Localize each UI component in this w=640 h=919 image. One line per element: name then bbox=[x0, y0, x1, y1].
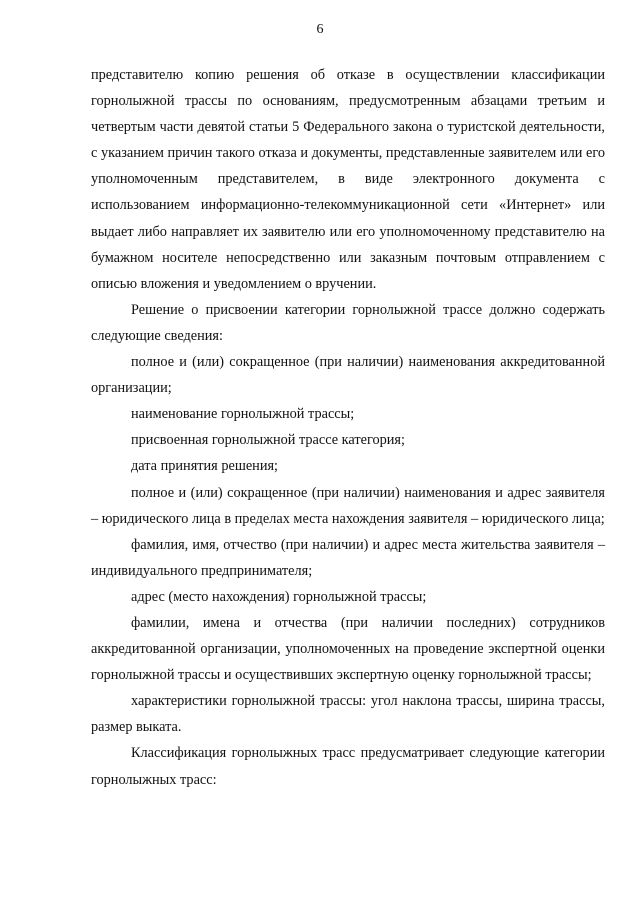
paragraph-refusal-copy: представителю копию решения об отказе в осуществлении классификации горнолыжной трассы по основаниям, предусмотренным абзацами третьим и четвертым части девятой статьи 5 Федерального закона о туристской деятельности, с указанием причин такого отказа и документы, представленные заявителем или его уполномоченным представителем, в виде электронного документа с использованием информационно-телекоммуникационной сети «Интернет» или выдает либо направляет их заявителю или его уполномоченному представителю на бумажном носителе непосредственно или заказным почтовым отправлением с описью вложения и уведомлением о вручении. bbox=[91, 67, 605, 292]
list-item-trail-name: наименование горнолыжной трассы; bbox=[131, 406, 355, 423]
list-item-organization-name: полное и (или) сокращенное (при наличии) наименования аккредитованной организации; bbox=[91, 354, 605, 397]
list-item-trail-address: адрес (место нахождения) горнолыжной трассы; bbox=[131, 588, 427, 605]
paragraph-decision-contents: Решение о присвоении категории горнолыжной трассе должно содержать следующие сведения: bbox=[91, 301, 605, 344]
list-item-assigned-category: присвоенная горнолыжной трассе категория; bbox=[131, 432, 405, 449]
list-item-individual-entrepreneur: фамилия, имя, отчество (при наличии) и адрес места жительства заявителя – индивидуального предпринимателя; bbox=[91, 536, 605, 579]
list-item-legal-entity: полное и (или) сокращенное (при наличии) наименования и адрес заявителя – юридического лица в пределах места нахождения заявителя – юридического лица; bbox=[91, 484, 605, 527]
paragraph-classification: Классификация горнолыжных трасс предусматривает следующие категории горнолыжных трасс: bbox=[91, 745, 605, 788]
page-number: 6 bbox=[316, 22, 324, 37]
list-item-decision-date: дата принятия решения; bbox=[131, 458, 279, 475]
list-item-experts: фамилии, имена и отчества (при наличии последних) сотрудников аккредитованной организации, уполномоченных на проведение экспертной оценки горнолыжной трассы и осуществивших экспертную оценку горнолыжной трассы; bbox=[91, 614, 605, 684]
document-body bbox=[91, 62, 605, 793]
list-item-trail-characteristics: характеристики горнолыжной трассы: угол наклона трассы, ширина трассы, размер выката. bbox=[91, 693, 605, 736]
